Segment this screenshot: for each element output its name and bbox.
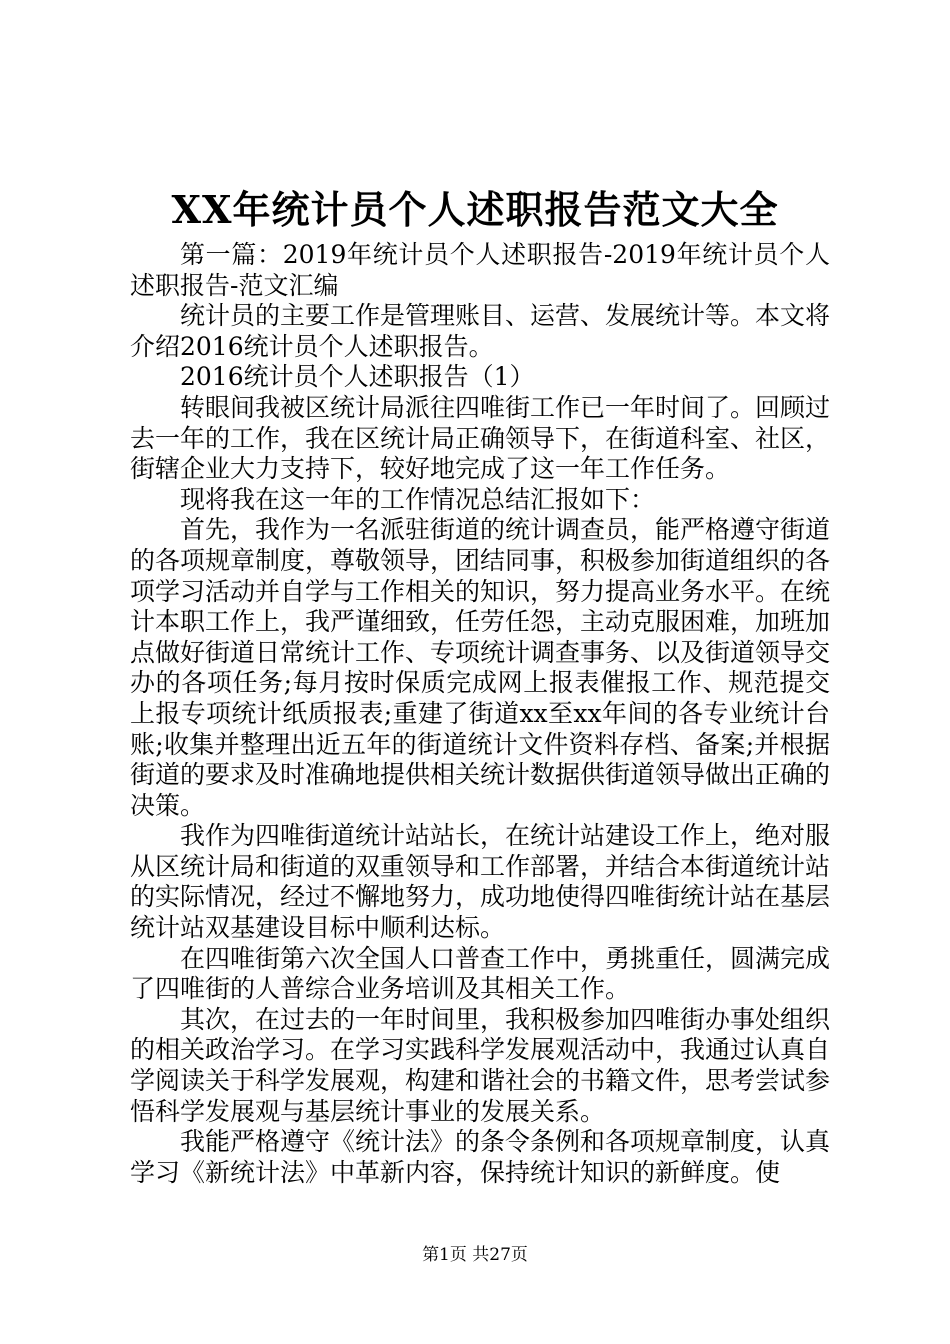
page-footer: 第1页 共27页	[422, 1245, 528, 1265]
paragraph: 首先，我作为一名派驻街道的统计调查员，能严格遵守街道的各项规章制度，尊敬领导，团结同事，积极参加街道组织的各项学习活动并自学与工作相关的知识，努力提高业务水平。在统计本职工作上，我严谨细致，任劳任怨，主动克服困难，加班加点做好街道日常统计工作、专项统计调查事务、以及街道领导交办的各项任务;每月按时保质完成网上报表催报工作、规范提交上报专项统计纸质报表;重建了街道xx至xx年间的各专业统计台账;收集并整理出近五年的街道统计文件资料存档、备案;并根据街道的要求及时准确地提供相关统计数据供街道领导做出正确的决策。	[130, 515, 831, 820]
paragraph: 其次，在过去的一年时间里，我积极参加四唯街办事处组织的相关政治学习。在学习实践科学发展观活动中，我通过认真自学阅读关于科学发展观，构建和谐社会的书籍文件，思考尝试参悟科学发展观与基层统计事业的发展关系。	[130, 1004, 831, 1126]
paragraph: 统计员的主要工作是管理账目、运营、发展统计等。本文将介绍2016统计员个人述职报告。	[130, 301, 831, 361]
paragraph: 第一篇：2019年统计员个人述职报告-2019年统计员个人述职报告-范文汇编	[130, 240, 830, 300]
document-body	[130, 240, 830, 1188]
paragraph: 在四唯街第六次全国人口普查工作中，勇挑重任，圆满完成了四唯街的人普综合业务培训及其相关工作。	[130, 943, 831, 1004]
paragraph: 我能严格遵守《统计法》的条令条例和各项规章制度，认真学习《新统计法》中革新内容，保持统计知识的新鲜度。使	[130, 1127, 831, 1187]
paragraph: 我作为四唯街道统计站站长，在统计站建设工作上，绝对服从区统计局和街道的双重领导和工作部署，并结合本街道统计站的实际情况，经过不懈地努力，成功地使得四唯街统计站在基层统计站双基建设目标中顺利达标。	[130, 821, 831, 943]
paragraph: 现将我在这一年的工作情况总结汇报如下：	[180, 484, 656, 514]
document-title: XX年统计员个人述职报告范文大全	[171, 187, 779, 232]
paragraph: 2016统计员个人述职报告（1）	[180, 362, 535, 392]
paragraph: 转眼间我被区统计局派往四唯街工作已一年时间了。回顾过去一年的工作，我在区统计局正确领导下，在街道科室、社区，街辖企业大力支持下，较好地完成了这一年工作任务。	[130, 392, 831, 484]
